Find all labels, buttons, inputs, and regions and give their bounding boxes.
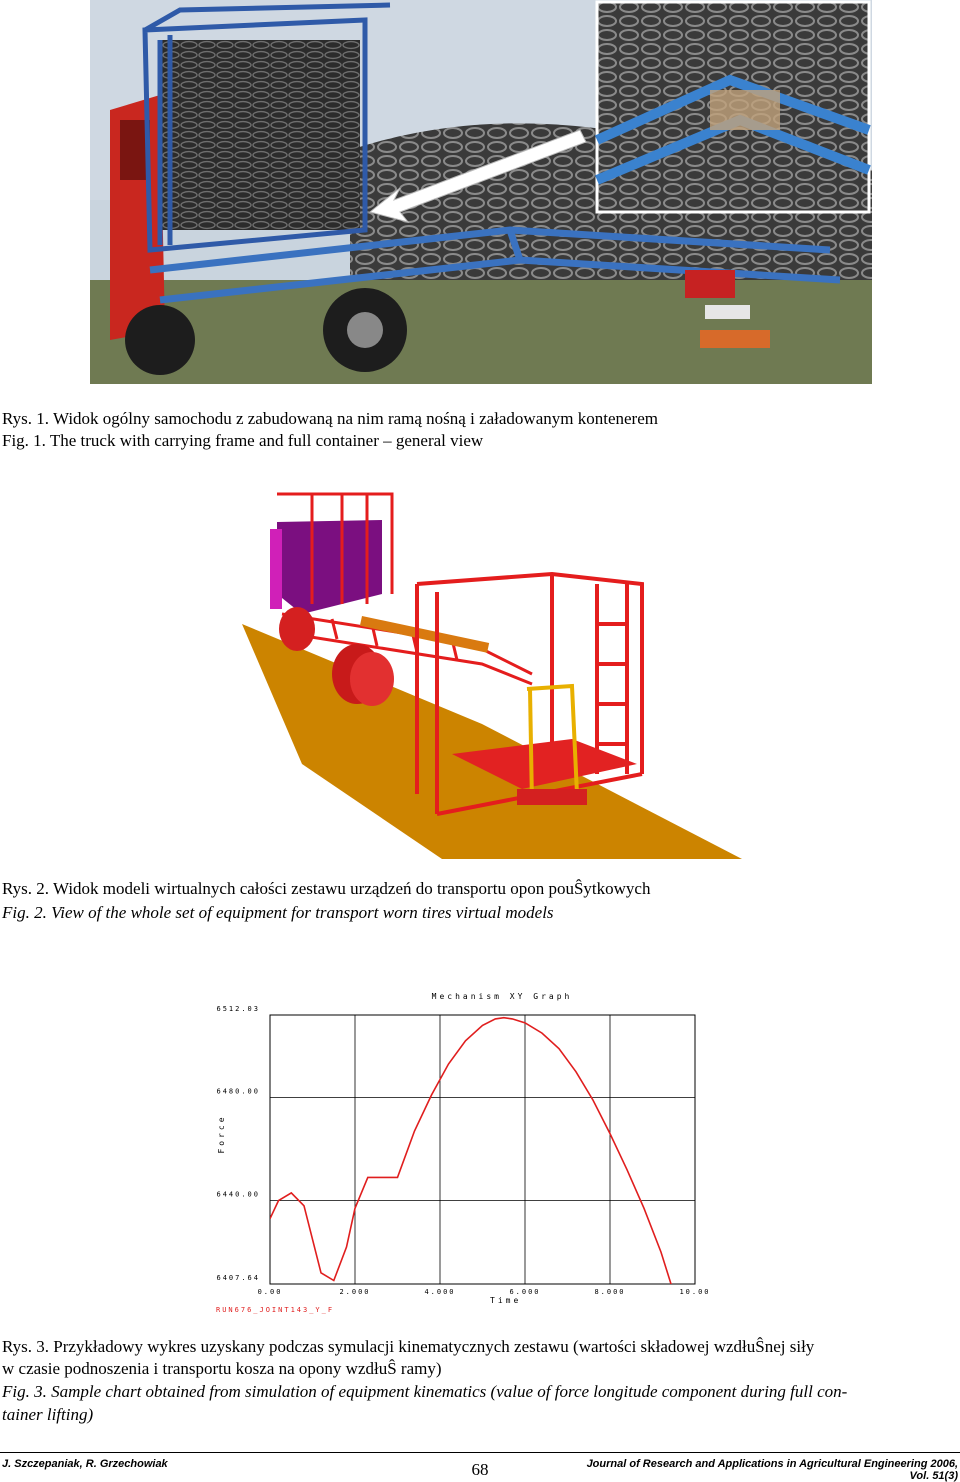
chart-frame [270, 1015, 695, 1284]
truck-photo-drawing [90, 0, 872, 384]
chart-x-tick-label: 8.000 [594, 1288, 626, 1296]
figure3-caption-pl-line1: Rys. 3. Przykładowy wykres uzyskany podczas symulacji kinematycznych zestawu (wartości składowej wzdłuŜnej siły [2, 1337, 815, 1356]
chart-xlabel: Time [490, 1296, 522, 1305]
chart-x-tick-label: 6.000 [509, 1288, 541, 1296]
figure3-caption-pl-line2: w czasie podnoszenia i transportu kosza na opony wzdłuŜ ramy) [2, 1359, 442, 1378]
chart-x-tick-label: 0.00 [257, 1288, 283, 1296]
chart-series-label: RUN676_JOINT143_Y_F [216, 1306, 335, 1314]
chart-x-tick-label: 10.00 [679, 1288, 711, 1296]
chart-series-line [270, 1018, 695, 1316]
figure1-caption-pl: Rys. 1. Widok ogólny samochodu z zabudowaną na nim ramą nośną i załadowanym kontenerem [2, 409, 658, 428]
chart-y-tick-label: 6407.64 [216, 1274, 260, 1282]
virtual-model-drawing [232, 474, 752, 860]
footer-journal: Journal of Research and Applications in Agricultural Engineering 2006, Vol. 51(3) [586, 1458, 958, 1482]
figure2-caption-pl: Rys. 2. Widok modeli wirtualnych całości zestawu urządzeń do transportu opon pouŜytkowych [2, 879, 651, 898]
figure1-caption-en: Fig. 1. The truck with carrying frame and full container – general view [2, 431, 484, 450]
chart-grid [270, 1015, 695, 1284]
footer-authors: J. Szczepaniak, R. Grzechowiak [2, 1458, 168, 1470]
figure3-caption-en-line1: Fig. 3. Sample chart obtained from simulation of equipment kinematics (value of force longitude component during full con- [2, 1382, 848, 1401]
chart-lines [270, 1018, 695, 1316]
page-number: 68 [471, 1460, 489, 1479]
chart-title: Mechanism XY Graph [431, 992, 573, 1001]
chart-svg [212, 944, 750, 1316]
chart-y-tick-label: 6480.00 [216, 1087, 260, 1096]
figure2-caption-en: Fig. 2. View of the whole set of equipment for transport worn tires virtual models [2, 903, 554, 922]
chart-x-tick-label: 4.000 [424, 1288, 456, 1296]
chart-x-tick-label: 2.000 [339, 1288, 371, 1296]
chart-ylabel: Force [217, 1114, 226, 1154]
chart-ticks [216, 1005, 710, 1296]
virtual-model-render [232, 474, 752, 860]
chart-y-tick-label: 6440.00 [216, 1190, 260, 1199]
force-time-chart [212, 944, 750, 1316]
footer-rule [0, 1452, 960, 1453]
truck-photo [90, 0, 872, 384]
chart-y-tick-label: 6512.03 [216, 1005, 260, 1013]
figure3-caption-en-line2: tainer lifting) [2, 1405, 94, 1424]
